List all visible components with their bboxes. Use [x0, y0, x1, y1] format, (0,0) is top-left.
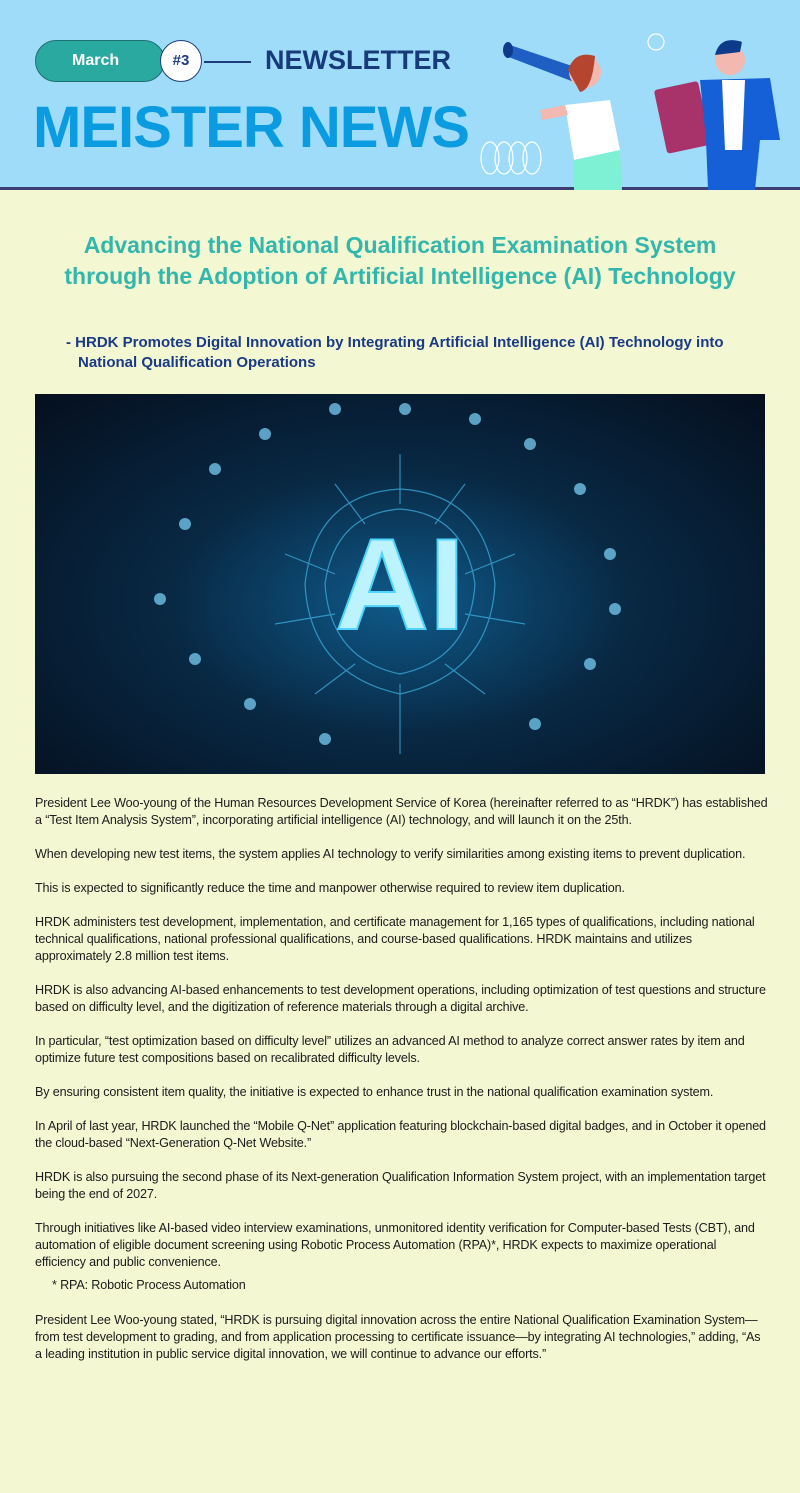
article-headline: Advancing the National Qualification Examination System through the Adoption of Artificial Intelligence (AI) Technology	[64, 232, 736, 289]
article-body	[35, 795, 770, 1380]
paragraph: In particular, “test optimization based on difficulty level” utilizes an advanced AI method to analyze correct answer rates by item and optimize future test compositions based on recalibrated difficulty levels.	[35, 1034, 745, 1065]
newsletter-label: NEWSLETTER	[265, 45, 451, 75]
newsletter-header	[0, 0, 800, 190]
issue-badge: #3	[160, 40, 202, 82]
paragraph: President Lee Woo-young of the Human Resources Development Service of Korea (hereinafter referred to as “HRDK”) has established a “Test Item Analysis System”, incorporating artificial intelligence (AI) technology, and will launch it on the 25th.	[35, 796, 768, 827]
newsletter-title: MEISTER NEWS	[33, 95, 469, 160]
paragraph: HRDK is also pursuing the second phase of its Next-generation Qualification Information System project, with an implementation target being the end of 2027.	[35, 1170, 766, 1201]
divider	[204, 61, 251, 63]
paragraph: HRDK is also advancing AI-based enhancements to test development operations, including optimization of test questions and structure based on difficulty level, and the digitization of reference materials through a digital archive.	[35, 983, 766, 1014]
footnote: * RPA: Robotic Process Automation	[52, 1278, 246, 1292]
paragraph: When developing new test items, the system applies AI technology to verify similarities among existing items to prevent duplication.	[35, 847, 746, 861]
paragraph: By ensuring consistent item quality, the initiative is expected to enhance trust in the national qualification examination system.	[35, 1085, 714, 1099]
people-illustration	[470, 20, 800, 190]
paragraph: This is expected to significantly reduce the time and manpower otherwise required to review item duplication.	[35, 881, 625, 895]
article-subheadline: - HRDK Promotes Digital Innovation by Integrating Artificial Intelligence (AI) Technology into National Qualification Operations	[66, 334, 724, 371]
paragraph: HRDK administers test development, implementation, and certificate management for 1,165 types of qualifications, including national technical qualifications, national professional qualifications, and course-based qualifications. HRDK maintains and utilizes approximately 2.8 million test items.	[35, 915, 755, 963]
paragraph: In April of last year, HRDK launched the “Mobile Q-Net” application featuring blockchain-based digital badges, and in October it opened the cloud-based “Next-Generation Q-Net Website.”	[35, 1119, 766, 1150]
closing-paragraph: President Lee Woo-young stated, “HRDK is pursuing digital innovation across the entire National Qualification Examination System—from test development to grading, and from application processing to certificate issuance—by integrating AI technologies,” adding, “As a leading institution in public service digital innovation, we will continue to advance our efforts.”	[35, 1313, 761, 1361]
month-badge: March	[35, 40, 165, 82]
ai-hero-image	[35, 394, 765, 774]
paragraph: Through initiatives like AI-based video interview examinations, unmonitored identity verification for Computer-based Tests (CBT), and automation of eligible document screening using Robotic Process Automation (RPA)*, HRDK expects to maximize operational efficiency and public convenience.	[35, 1221, 755, 1269]
ai-text: AI	[335, 511, 465, 657]
